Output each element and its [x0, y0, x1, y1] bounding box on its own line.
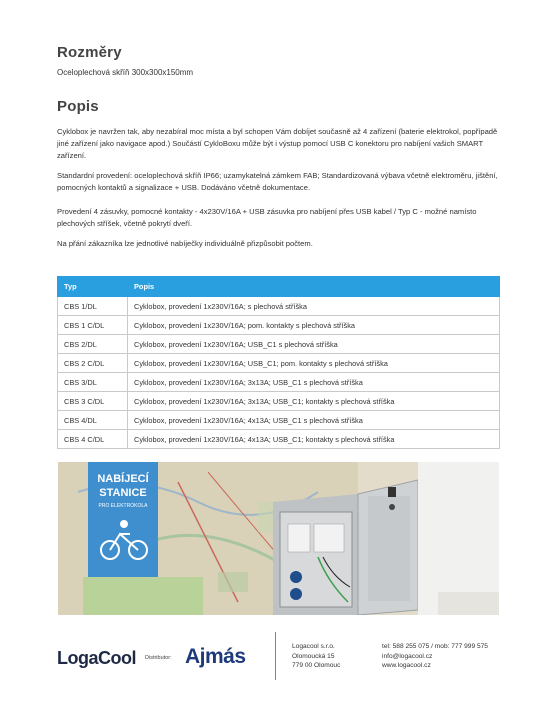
description-paragraph-2: Standardní provedení: oceloplechová skříň IP66; uzamykatelná zámkem FAB; Standardizovaná výbava včetně elektroměru, jištění, pomocných kontaktů a signalizace + USB. Dodáváno včetně dokumentace.: [57, 171, 498, 192]
cell-type: CBS 4/DL: [58, 411, 128, 430]
logacool-logo: LogaCool: [57, 648, 136, 668]
product-table: [57, 276, 500, 449]
sign-line-3: PRO ELEKTROKOLA: [98, 503, 148, 509]
table-header-row: [58, 277, 500, 297]
distributor-label: Distributor:: [145, 655, 172, 661]
header-description: Popis: [128, 277, 500, 297]
contact-email[interactable]: info@logacool.cz: [382, 652, 433, 660]
cell-type: CBS 1 C/DL: [58, 316, 128, 335]
sign-line-1: NABÍJECÍ: [97, 473, 149, 485]
description-paragraph-1: Cyklobox je navržen tak, aby nezabíral moc místa a byl schopen Vám dobíjet současně až 4 zařízení (baterie elektrokol, popřípadě jiné zařízení jako navigace apod.) Součástí CykloBoxu může být i výstup pomocí USB C konektoru pro nabíjení vašich SMART zařízení.: [57, 127, 498, 160]
table-row: [58, 316, 500, 335]
cell-type: CBS 2/DL: [58, 335, 128, 354]
product-photo: [58, 462, 499, 615]
address-line: Logacool s.r.o.: [292, 643, 335, 650]
footer-contact: [382, 642, 488, 671]
cell-type: CBS 4 C/DL: [58, 430, 128, 449]
cell-type: CBS 3/DL: [58, 373, 128, 392]
cell-description: Cyklobox, provedení 1x230V/16A; USB_C1 s plechová stříška: [128, 335, 500, 354]
table-row: [58, 373, 500, 392]
header-type: Typ: [58, 277, 128, 297]
cell-description: Cyklobox, provedení 1x230V/16A; 4x13A; USB_C1 s plechová stříška: [128, 411, 500, 430]
sign-line-2: STANICE: [99, 487, 147, 499]
table-row: [58, 430, 500, 449]
table-row: [58, 354, 500, 373]
table-row: [58, 411, 500, 430]
address-line: 779 00 Olomouc: [292, 662, 341, 669]
table-row: [58, 392, 500, 411]
contact-phone: tel: 588 255 075 / mob: 777 999 575: [382, 643, 488, 650]
contact-website[interactable]: www.logacool.cz: [382, 662, 431, 669]
cell-type: CBS 2 C/DL: [58, 354, 128, 373]
description-paragraph-4: Na přání zákazníka lze jednotlivé nabíječky individuálně přizpůsobit počtem.: [57, 239, 313, 248]
cell-type: CBS 1/DL: [58, 297, 128, 316]
description-paragraph-3: Provedení 4 zásuvky, pomocné kontakty - 4x230V/16A + USB zásuvka pro nabíjení přes USB kabel / Typ C - možné namísto plechových stříšek, včetně pokrytí dveří.: [57, 207, 477, 228]
description-heading: Popis: [57, 98, 99, 115]
footer-divider: [275, 632, 276, 680]
cell-description: Cyklobox, provedení 1x230V/16A; s plechová stříška: [128, 297, 500, 316]
cell-description: Cyklobox, provedení 1x230V/16A; USB_C1; pom. kontakty s plechová stříška: [128, 354, 500, 373]
dimensions-text: Oceloplechová skříň 300x300x150mm: [57, 68, 194, 77]
table-row: [58, 297, 500, 316]
table-row: [58, 335, 500, 354]
footer-address: [292, 642, 340, 671]
cell-description: Cyklobox, provedení 1x230V/16A; 3x13A; USB_C1; kontakty s plechová stříška: [128, 392, 500, 411]
footer: [57, 630, 500, 680]
cell-description: Cyklobox, provedení 1x230V/16A; pom. kontakty s plechová stříška: [128, 316, 500, 335]
ajmas-logo: Ajmás: [185, 645, 246, 668]
product-photo-illustration: [58, 462, 499, 615]
cell-description: Cyklobox, provedení 1x230V/16A; 3x13A; USB_C1 s plechová stříška: [128, 373, 500, 392]
cell-description: Cyklobox, provedení 1x230V/16A; 4x13A; USB_C1; kontakty s plechová stříška: [128, 430, 500, 449]
address-line: Olomoucká 15: [292, 652, 335, 660]
cell-type: CBS 3 C/DL: [58, 392, 128, 411]
dimensions-heading: Rozměry: [57, 44, 122, 61]
